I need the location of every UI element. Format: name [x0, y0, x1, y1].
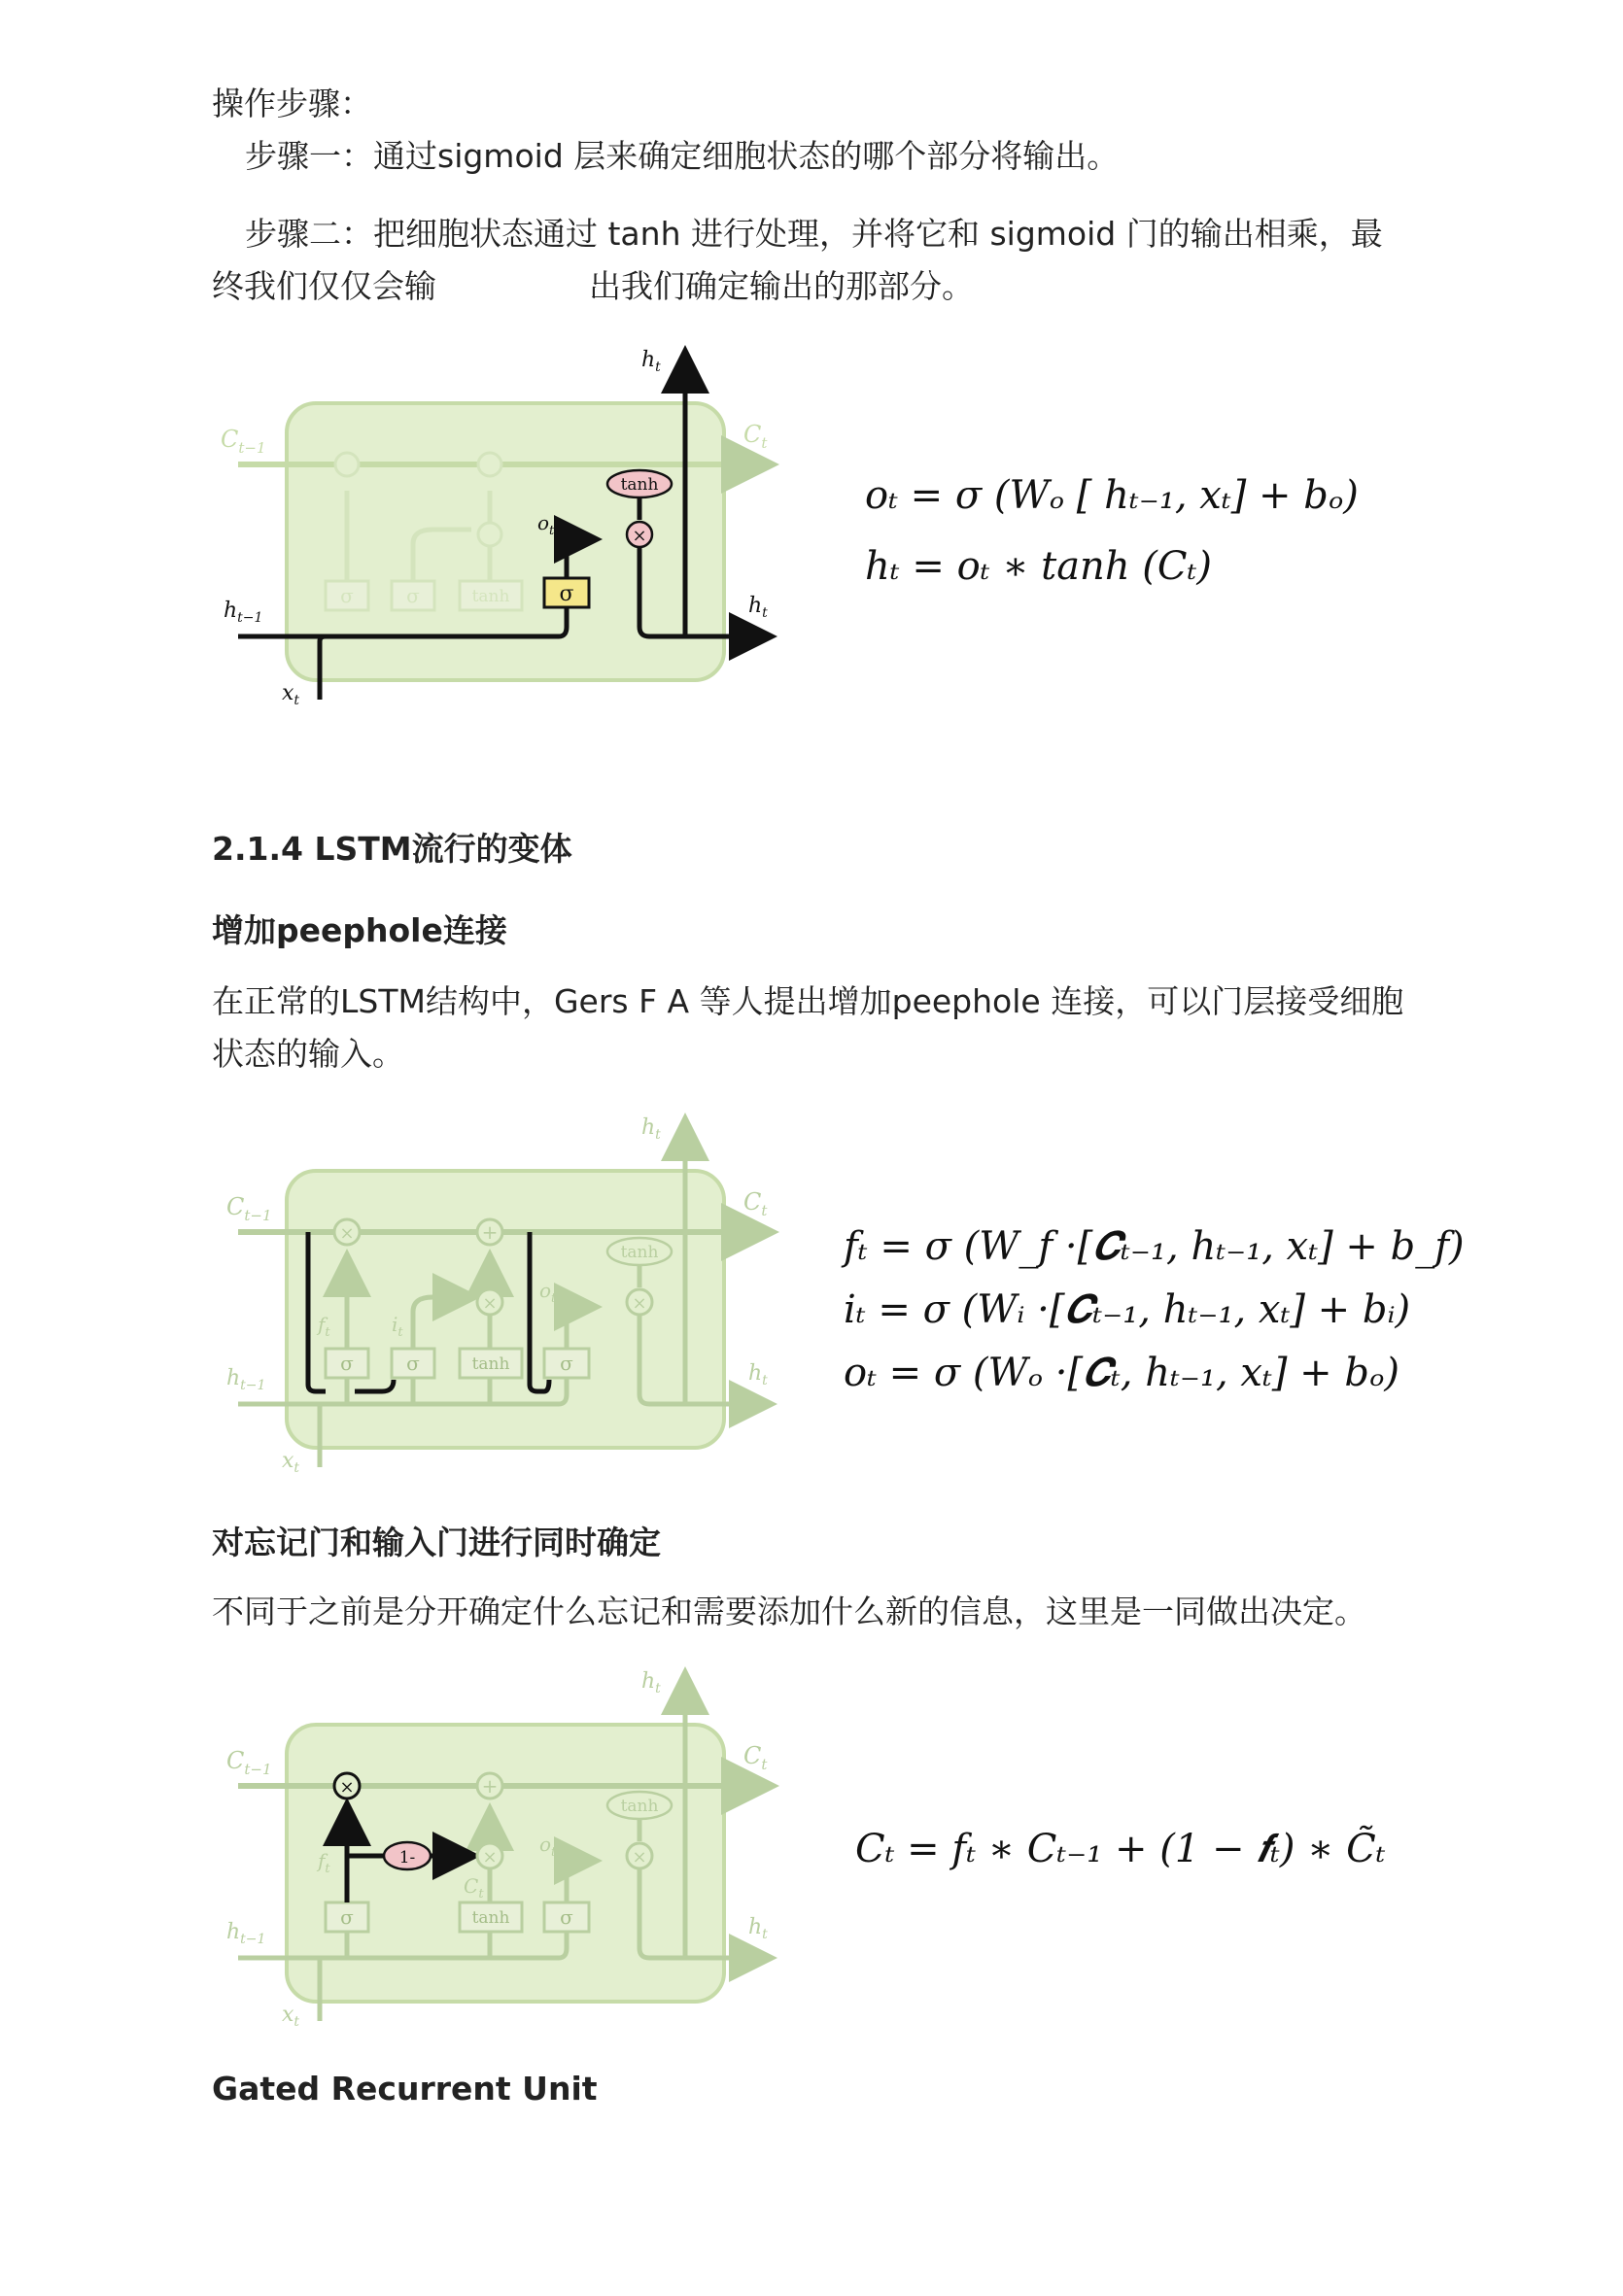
h-t-right-label: $h_t$: [748, 1361, 768, 1388]
sigma-label: σ: [559, 582, 574, 606]
lstm-output-gate-diagram: [209, 340, 792, 719]
tanh-label: tanh: [620, 1243, 659, 1262]
h-prev-label: $h_{t-1}$: [226, 1920, 266, 1947]
c-tilde-label: $C_t$: [464, 1874, 484, 1902]
h-t-top-label: $h_t$: [641, 348, 661, 375]
multiply-label: ×: [632, 1847, 647, 1868]
lstm-coupled-gates-diagram: [209, 1662, 792, 2040]
multiply-label: ×: [339, 1777, 355, 1798]
step-two-line1: 步骤二：把细胞状态通过 tanh 进行处理，并将它和 sigmoid 门的输出相乘，最: [245, 215, 1383, 253]
c-t-label: $C_t$: [743, 421, 768, 452]
peephole-line2: 状态的输入。: [212, 1035, 404, 1073]
coupled-cell-equation: Cₜ = fₜ ∗ Cₜ₋₁ + (1 − 𝒇ₜ) ∗ C̃ₜ: [855, 1827, 1386, 1871]
peephole-line1: 在正常的LSTM结构中，Gers F A 等人提出增加peephole 连接，可以门层接受细胞: [212, 982, 1404, 1020]
f-t-label: $f_t$: [318, 1313, 330, 1340]
tanh-label: tanh: [620, 1797, 659, 1816]
step-one-text: 步骤一：通过sigmoid 层来确定细胞状态的哪个部分将输出。: [245, 137, 1120, 175]
step-two-line2a: 终我们仅仅会输: [212, 267, 436, 305]
o-t-label: $o_t$: [537, 511, 555, 538]
multiply-label: ×: [632, 1293, 647, 1314]
peephole-title: 增加peephole连接: [212, 911, 507, 949]
tanh-label: tanh: [471, 1354, 510, 1374]
step-two-line2b: 出我们确定输出的那部分。: [589, 267, 974, 305]
peephole-output-equation: oₜ = σ (Wₒ ·[𝑪ₜ, hₜ₋₁, xₜ] + bₒ): [844, 1351, 1400, 1395]
x-t-label: $x_t$: [282, 1449, 300, 1476]
section-title: 2.1.4 LSTM流行的变体: [212, 830, 572, 868]
hidden-state-equation: hₜ = oₜ ∗ tanh (Cₜ): [865, 544, 1212, 589]
h-t-top-label: $h_t$: [641, 1115, 661, 1143]
sigma-label: σ: [406, 1352, 420, 1375]
f-t-label: $f_t$: [318, 1849, 330, 1876]
tanh-label: tanh: [620, 475, 659, 495]
sigma-label: σ: [340, 1352, 354, 1375]
x-t-label: $x_t$: [282, 2003, 300, 2030]
peephole-input-equation: iₜ = σ (Wᵢ ·[𝑪ₜ₋₁, hₜ₋₁, xₜ] + bᵢ): [844, 1287, 1411, 1332]
tanh-label: tanh: [471, 587, 510, 606]
sigma-label: σ: [340, 1905, 354, 1929]
coupled-gates-title: 对忘记门和输入门进行同时确定: [212, 1524, 661, 1561]
h-t-right-label: $h_t$: [748, 1915, 768, 1942]
x-t-label: $x_t$: [282, 681, 300, 708]
output-gate-equation: oₜ = σ (Wₒ [ hₜ₋₁, xₜ] + bₒ): [865, 473, 1359, 518]
sigma-label: σ: [406, 584, 420, 607]
o-t-label: $o_t$: [539, 1833, 557, 1860]
peephole-forget-equation: fₜ = σ (W_f ·[𝑪ₜ₋₁, hₜ₋₁, xₜ] + b_f): [844, 1224, 1465, 1269]
sigma-label: σ: [560, 1352, 573, 1375]
c-prev-label: $C_{t-1}$: [226, 1747, 272, 1778]
tanh-label: tanh: [471, 1908, 510, 1928]
steps-heading: 操作步骤：: [212, 85, 372, 122]
sigma-label: σ: [340, 584, 354, 607]
multiply-label: ×: [482, 1847, 498, 1868]
i-t-label: $i_t$: [392, 1313, 403, 1340]
h-prev-label: $h_{t-1}$: [224, 599, 263, 626]
c-prev-label: $C_{t-1}$: [221, 426, 266, 457]
sigma-label: σ: [560, 1905, 573, 1929]
multiply-label: ×: [482, 1293, 498, 1314]
gru-title: Gated Recurrent Unit: [212, 2070, 598, 2108]
lstm-peephole-diagram: [209, 1108, 792, 1487]
h-t-right-label: $h_t$: [748, 594, 768, 621]
plus-label: +: [481, 1220, 499, 1244]
o-t-label: $o_t$: [539, 1279, 557, 1306]
h-t-top-label: $h_t$: [641, 1669, 661, 1696]
coupled-gates-text: 不同于之前是分开确定什么忘记和需要添加什么新的信息，这里是一同做出决定。: [212, 1593, 1366, 1630]
plus-label: +: [481, 1774, 499, 1798]
multiply-label: ×: [632, 526, 647, 546]
h-prev-label: $h_{t-1}$: [226, 1366, 266, 1393]
c-t-label: $C_t$: [743, 1742, 768, 1773]
c-prev-label: $C_{t-1}$: [226, 1193, 272, 1224]
c-t-label: $C_t$: [743, 1188, 768, 1219]
multiply-label: ×: [339, 1223, 355, 1244]
one-minus-label: 1-: [398, 1848, 416, 1868]
